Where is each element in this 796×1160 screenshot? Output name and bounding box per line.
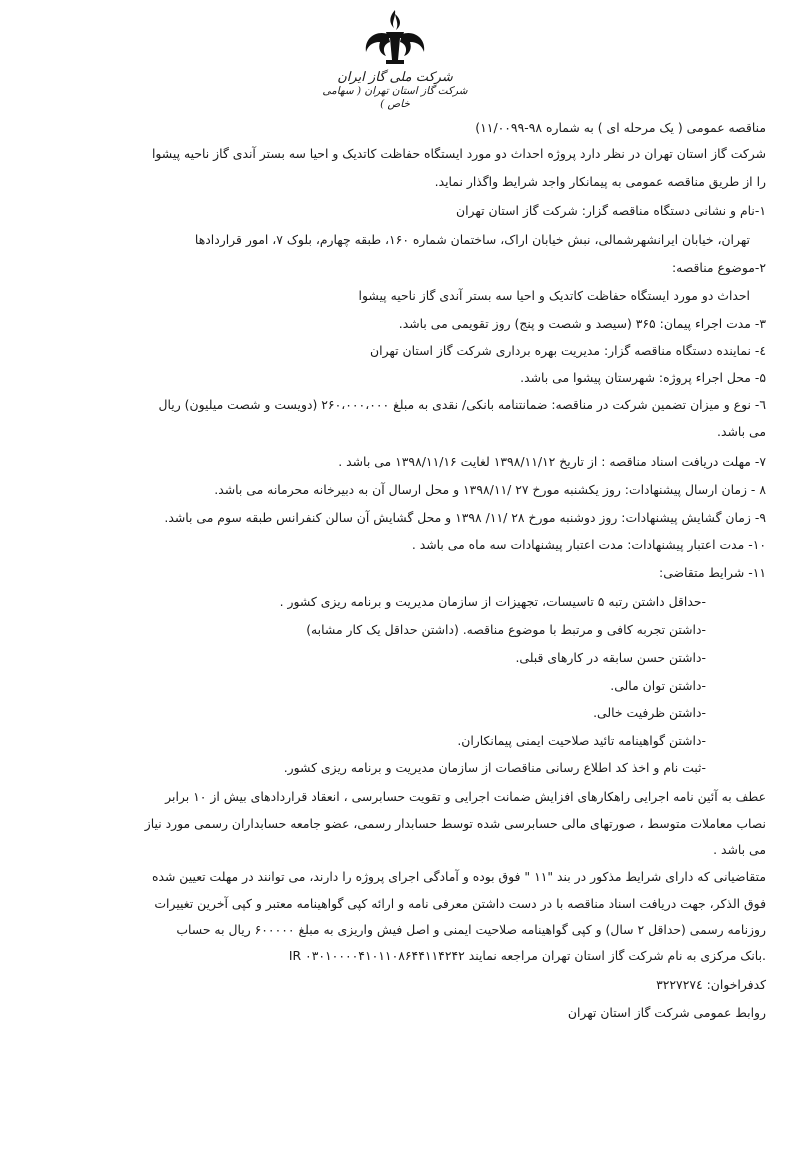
item-10: ۱۰- مدت اعتبار پیشنهادات: مدت اعتبار پیشنهادات سه ماه می باشد . <box>411 537 766 552</box>
intro-line-1: شرکت گاز استان تهران در نظر دارد پروژه احداث دو مورد ایستگاه حفاظت کاتدیک و احیا سه بستر آندی گاز ناحیه پیشوا <box>151 146 766 161</box>
item-2: ۲-موضوع مناقصه: <box>671 260 766 275</box>
company-logo <box>320 8 470 108</box>
applicants-paragraph-line-4: IR ۰۳۰۱۰۰۰۰۴۱۰۱۱۰۸۶۴۴۱۱۴۲۴۲ بانک مرکزی به نام شرکت گاز استان تهران مراجعه نمایند. <box>288 948 766 963</box>
logo-subtitle: شرکت گاز استان تهران ( سهامی خاص ) <box>322 85 468 110</box>
signature: روابط عمومی شرکت گاز استان تهران <box>567 1005 766 1020</box>
condition-item: -داشتن توان مالی. <box>610 678 706 693</box>
item-1-address: تهران، خیابان ایرانشهرشمالی، نبش خیابان اراک، ساختمان شماره ۱۶۰، طبقه چهارم، بلوک ۷، امور قراردادها <box>194 232 750 247</box>
condition-item: -داشتن گواهینامه تائید صلاحیت ایمنی پیمانکاران. <box>457 733 706 748</box>
audit-paragraph-line-3: می باشد . <box>713 842 766 857</box>
applicants-paragraph-line-3: روزنامه رسمی (حداقل ۲ سال) و کپی گواهینامه صلاحیت ایمنی و اصل فیش واریزی به مبلغ ۶۰۰۰۰۰ ریال به حساب <box>176 922 766 937</box>
item-11: ۱۱- شرایط متقاضی: <box>659 565 766 580</box>
audit-paragraph-line-2: نصاب معاملات متوسط ، صورتهای مالی حسابرسی شده توسط حسابدار رسمی، عضو جامعه حسابداران رسمی مورد نیاز <box>144 816 766 831</box>
call-code: کدفراخوان: ۳۲۲۷۲۷٤ <box>656 977 766 992</box>
item-5: ۵- محل اجراء پروژه: شهرستان پیشوا می باشد. <box>520 370 766 385</box>
item-3: ۳- مدت اجراء پیمان: ۳۶۵ (سیصد و شصت و پنج) روز تقویمی می باشد. <box>398 316 766 331</box>
logo-title: شرکت ملی گاز ایران <box>337 70 453 85</box>
condition-item: -حداقل داشتن رتبه ۵ تاسیسات، تجهیزات از سازمان مدیریت و برنامه ریزی کشور . <box>279 594 706 609</box>
condition-item: -ثبت نام و اخذ کد اطلاع رسانی مناقصات از سازمان مدیریت و برنامه ریزی کشور. <box>283 760 706 775</box>
item-8: ۸ - زمان ارسال پیشنهادات: روز یکشنبه مورخ ۲۷ /۱۳۹۸/۱۱ و محل ارسال آن به دبیرخانه محرمانه می باشد. <box>214 482 766 497</box>
flame-emblem-icon <box>350 8 440 70</box>
applicants-paragraph-line-1: متقاضیانی که دارای شرایط مذکور در بند "۱۱ " فوق بوده و آمادگی اجرای پروژه را دارند، می توانند در مهلت تعیین شده <box>151 869 766 884</box>
condition-item: -داشتن ظرفیت خالی. <box>593 705 706 720</box>
condition-item: -داشتن حسن سابقه در کارهای قبلی. <box>515 650 706 665</box>
notice-title: مناقصه عمومی ( یک مرحله ای ) به شماره ۹۸-۱۱/۰۰۹۹) <box>475 120 766 135</box>
item-6-cont: می باشد. <box>717 424 766 439</box>
item-1: ۱-نام و نشانی دستگاه مناقصه گزار: شرکت گاز استان تهران <box>456 203 766 218</box>
audit-paragraph-line-1: عطف به آئین نامه اجرایی راهکارهای افزایش ضمانت اجرایی و تقویت حسابرسی ، انعقاد قراردادهای بیش از ۱۰ برابر <box>165 789 766 804</box>
item-4: ٤- نماینده دستگاه مناقصه گزار: مدیریت بهره برداری شرکت گاز استان تهران <box>370 343 766 358</box>
applicants-paragraph-line-2: فوق الذکر، جهت دریافت اسناد مناقصه با در دست داشتن معرفی نامه و ارائه کپی گواهینامه معتبر و کپی آخرین تغییرات <box>154 896 766 911</box>
intro-line-2: را از طریق مناقصه عمومی به پیمانکار واجد شرایط واگذار نماید. <box>434 174 766 189</box>
item-9: ۹- زمان گشایش پیشنهادات: روز دوشنبه مورخ ۲۸ /۱۱/ ۱۳۹۸ و محل گشایش آن سالن کنفرانس طبقه سوم می باشد. <box>164 510 766 525</box>
item-6: ٦- نوع و میزان تضمین شرکت در مناقصه: ضمانتنامه بانکی/ نقدی به مبلغ ۲۶۰،۰۰۰،۰۰۰ (دویست و شصت میلیون) ریال <box>158 397 766 412</box>
item-2-subject: احداث دو مورد ایستگاه حفاظت کاتدیک و احیا سه بستر آندی گاز ناحیه پیشوا <box>358 288 750 303</box>
item-7: ۷- مهلت دریافت اسناد مناقصه : از تاریخ ۱۳۹۸/۱۱/۱۲ لغایت ۱۳۹۸/۱۱/۱۶ می باشد . <box>338 454 766 469</box>
condition-item: -داشتن تجربه کافی و مرتبط با موضوع مناقصه. (داشتن حداقل یک کار مشابه) <box>306 622 706 637</box>
